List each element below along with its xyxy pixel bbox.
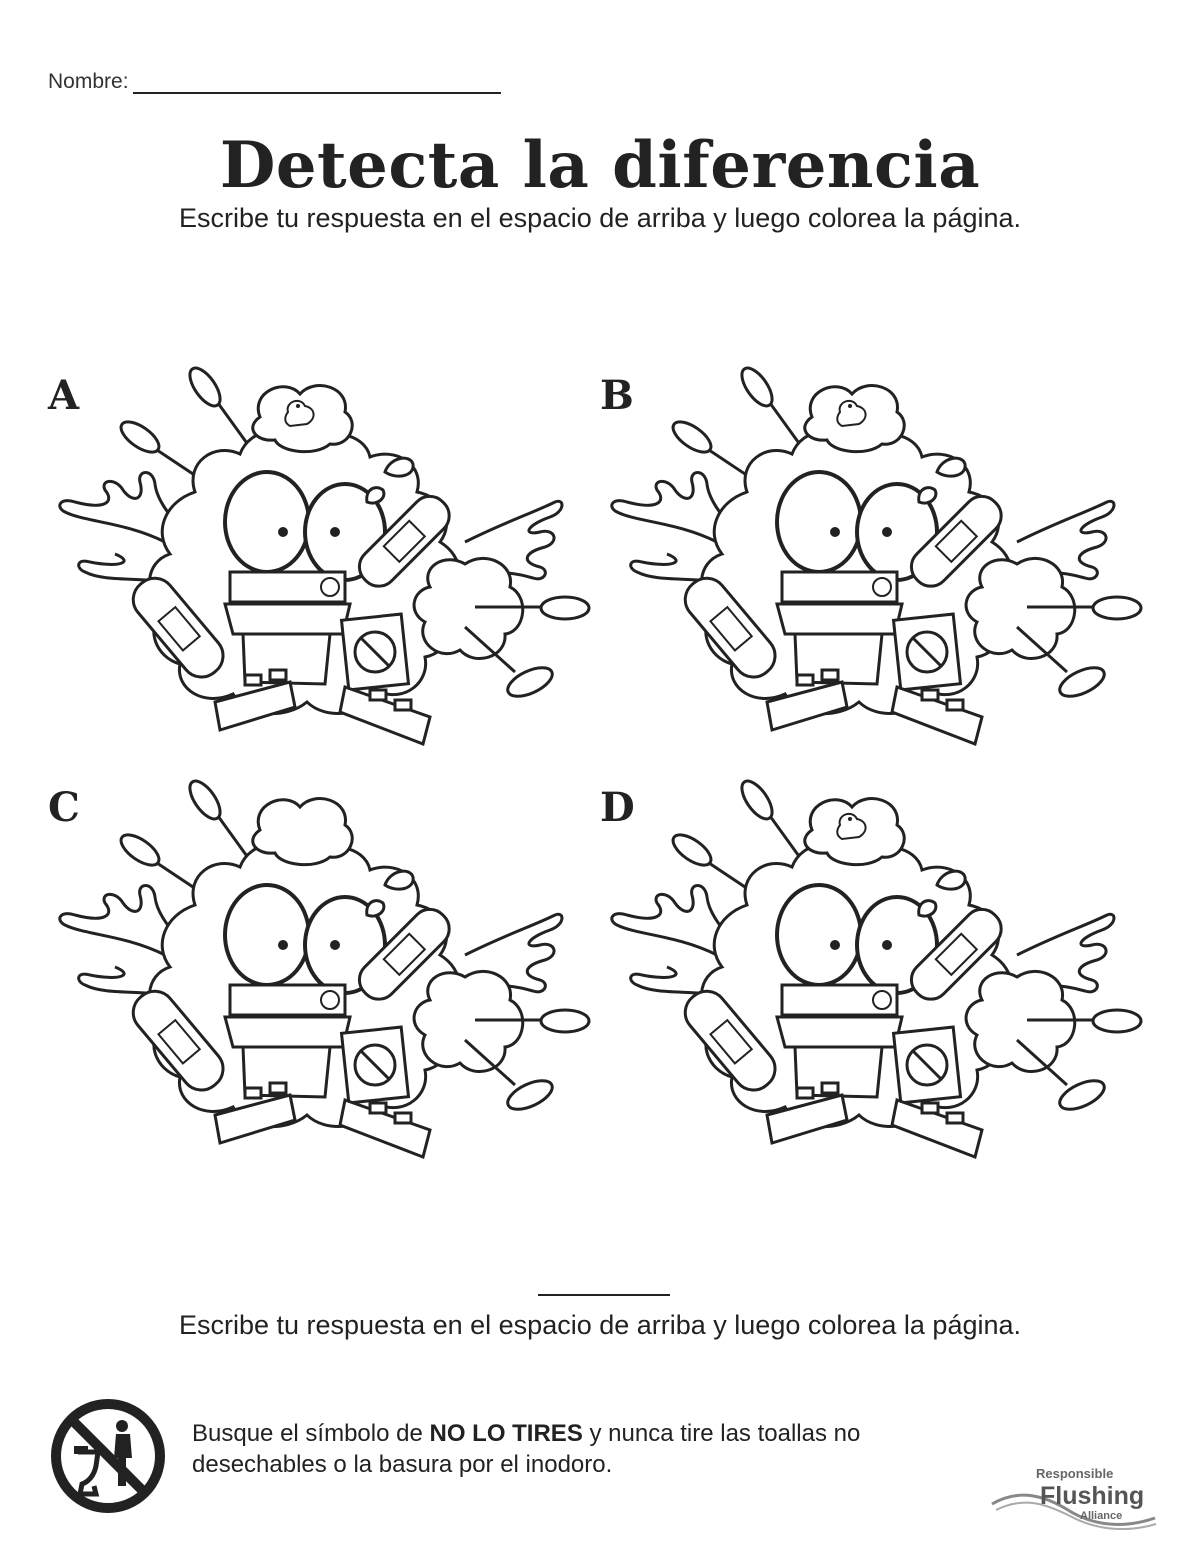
panel-letter-c: C [48,784,80,831]
monster-drawing-a [45,372,575,772]
name-label: Nombre: [48,70,129,93]
notice-text-bold: NO LO TIRES [429,1420,583,1447]
logo-text-bottom: Alliance [1080,1510,1123,1522]
no-flush-icon [48,1396,168,1516]
monster-drawing-b [597,372,1127,772]
monster-panel-a [45,372,575,772]
monster-drawing-d [597,785,1127,1185]
name-field-row [48,70,501,94]
notice-text-pre: Busque el símbolo de [192,1420,430,1447]
monster-drawing-c [45,785,575,1185]
monster-panel-c [45,785,575,1185]
answer-write-line[interactable] [538,1294,670,1296]
panel-letter-d: D [600,784,635,831]
notice-text-post: y nunca tire las toallas no desechables o la basura por el inodoro. [192,1420,861,1478]
panel-letter-a: A [48,372,80,419]
monster-panel-b [597,372,1127,772]
monster-panel-d [597,785,1127,1185]
name-write-line[interactable] [133,70,501,94]
logo-text-top: Responsible [1036,1466,1114,1481]
panel-letter-b: B [600,372,634,419]
no-flush-notice [192,1418,972,1480]
logo-text-main: Flushing [1040,1482,1145,1510]
page-title: Detecta la diferencia [219,128,981,203]
page-instruction: Escribe tu respuesta en el espacio de arriba y luego colorea la página. [178,203,1022,233]
footer-instruction: Escribe tu respuesta en el espacio de arriba y luego colorea la página. [178,1310,1022,1340]
